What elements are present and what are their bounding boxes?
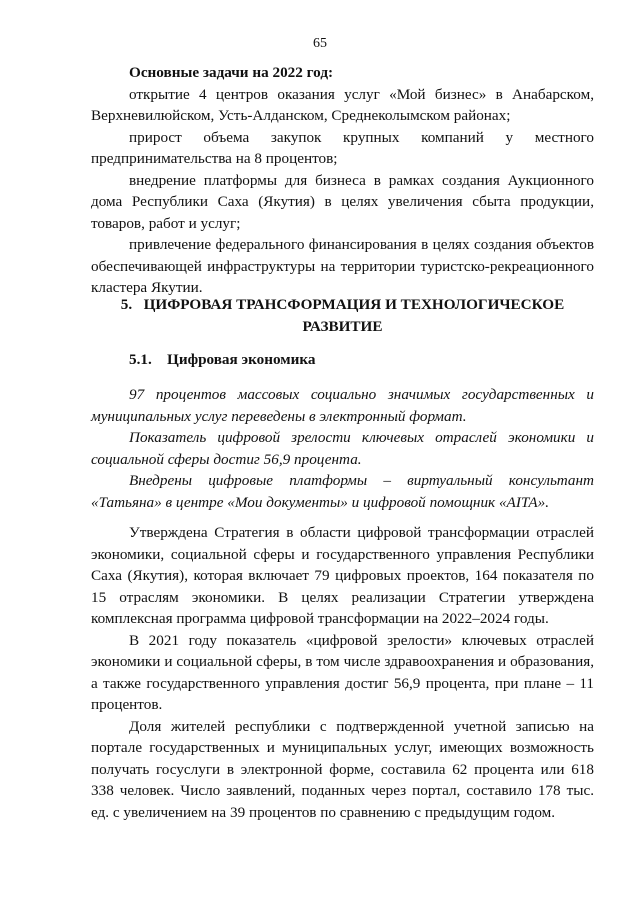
section-title-line2: РАЗВИТИЕ <box>302 318 383 335</box>
body-paragraph: Утверждена Стратегия в области цифровой трансформации отраслей экономики, социальной сферы и государственного управления Республики Саха (Якутия), которая включает 79 цифровых проектов, 164 показателя по 15 отраслям экономики. В целях реализации Стратегии утверждена комплексная программа цифровой трансформации на 2022–2024 годы. <box>91 524 594 627</box>
subsection-heading <box>129 351 316 369</box>
section-heading <box>91 294 594 338</box>
task-item: открытие 4 центров оказания услуг «Мой бизнес» в Анабарском, Верхневилюйском, Усть-Алданском, Среднеколымском районах; <box>91 85 594 124</box>
highlights-block <box>91 384 594 513</box>
body-paragraph: В 2021 году показатель «цифровой зрелости» ключевых отраслей экономики и социальной сферы, в том числе здравоохранения и образования, а также государственного управления достиг 56,9 процента, при плане – 11 процентов. <box>91 631 594 713</box>
task-item: привлечение федерального финансирования в целях создания объектов обеспечивающей инфраструктуры на территории туристско-рекреационного кластера Якутии. <box>91 236 594 296</box>
subsection-number: 5.1. <box>129 351 152 368</box>
page-number: 65 <box>313 36 327 51</box>
highlight-item: 97 процентов массовых социально значимых государственных и муниципальных услуг переведены в электронный формат. <box>91 386 594 425</box>
tasks-title: Основные задачи на 2022 год: <box>129 64 334 81</box>
body-paragraph: Доля жителей республики с подтвержденной учетной записью на портале государственных и муниципальных услуг, имеющих возможность получать госуслуги в электронной форме, составила 62 процента или 618 338 человек. Число заявлений, поданных через портал, составило 178 тыс. ед. с увеличением на 39 процентов по сравнению с предыдущим годом. <box>91 717 594 821</box>
section-title-line1: ЦИФРОВАЯ ТРАНСФОРМАЦИЯ И ТЕХНОЛОГИЧЕСКОЕ <box>143 296 565 313</box>
task-item: внедрение платформы для бизнеса в рамках создания Аукционного дома Республики Саха (Якутия) в целях увеличения сбыта продукции, товаров, работ и услуг; <box>91 171 594 232</box>
highlight-item: Показатель цифровой зрелости ключевых отраслей экономики и социальной сферы достиг 56,9 процента. <box>91 429 594 468</box>
task-item: прирост объема закупок крупных компаний у местного предпринимательства на 8 процентов; <box>91 128 594 167</box>
section-number: 5. <box>120 296 133 313</box>
tasks-block <box>91 62 594 299</box>
body-block <box>91 522 594 823</box>
highlight-item: Внедрены цифровые платформы – виртуальный консультант «Татьяна» в центре «Мои документы» и цифровой помощник «АІТА». <box>91 472 594 511</box>
subsection-title: Цифровая экономика <box>167 351 316 368</box>
